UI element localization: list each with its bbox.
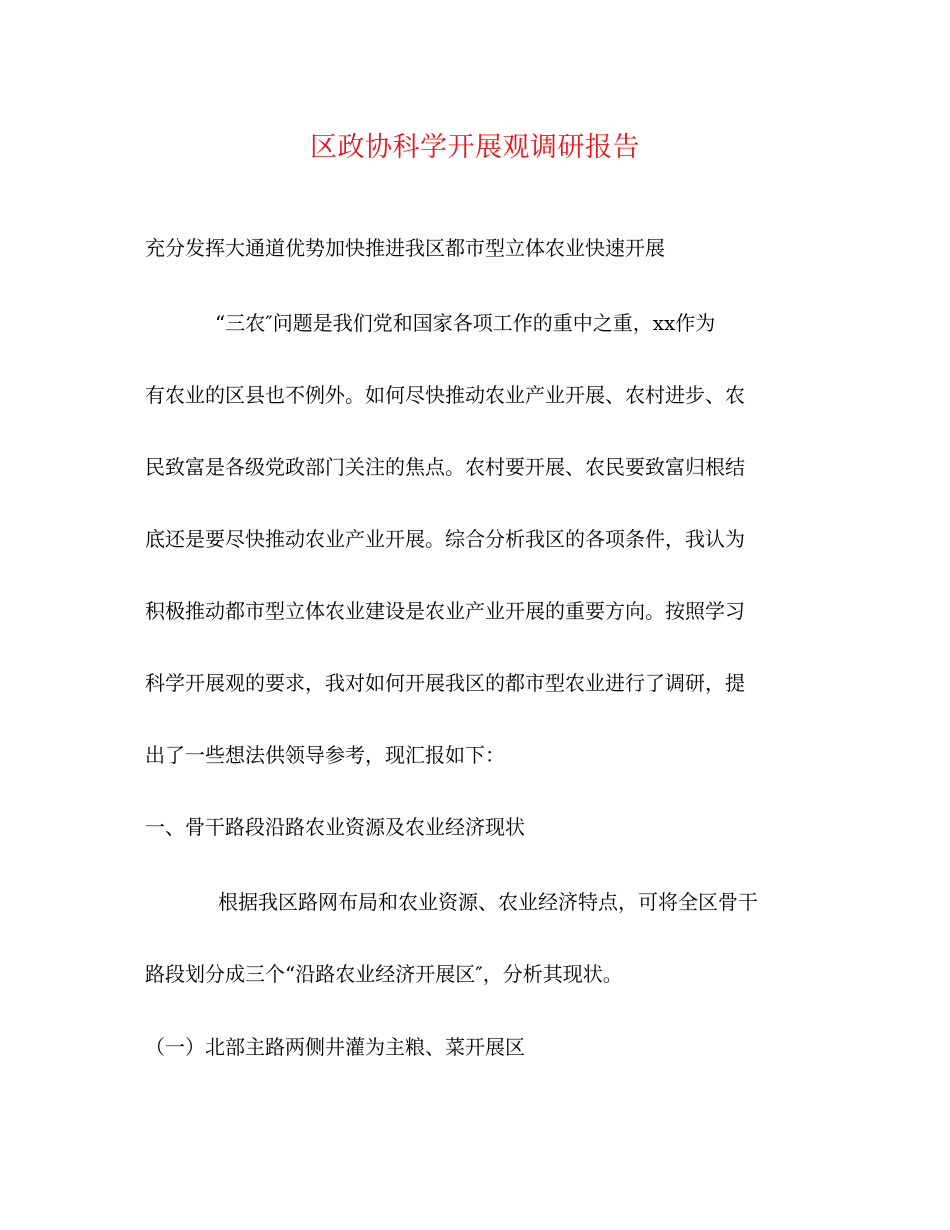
paragraph-line: 根据我区路网布局和农业资源、农业经济特点，可将全区骨干	[218, 890, 758, 914]
paragraph-line: 底还是要尽快推动农业产业开展。综合分析我区的各项条件，我认为	[145, 527, 745, 551]
paragraph-line: 科学开展观的要求，我对如何开展我区的都市型农业进行了调研，提	[145, 671, 745, 695]
section-heading: 一、骨干路段沿路农业资源及农业经济现状	[145, 815, 525, 839]
paragraph-line: 有农业的区县也不例外。如何尽快推动农业产业开展、农村进步、农	[145, 383, 745, 407]
paragraph-line: 路段划分成三个“沿路农业经济开展区″，分析其现状。	[145, 962, 623, 986]
paragraph-line: 民致富是各级党政部门关注的焦点。农村要开展、农民要致富归根结	[145, 455, 745, 479]
document-title: 区政协科学开展观调研报告	[310, 132, 640, 163]
subsection-heading: （一）北部主路两侧井灌为主粮、菜开展区	[145, 1035, 525, 1059]
paragraph-line: 出了一些想法供领导参考，现汇报如下：	[145, 743, 505, 767]
subtitle-line: 充分发挥大通道优势加快推进我区都市型立体农业快速开展	[145, 236, 665, 260]
paragraph-line: “三农″问题是我们党和国家各项工作的重中之重，xx作为	[215, 311, 716, 335]
paragraph-line: 积极推动都市型立体农业建设是农业产业开展的重要方向。按照学习	[145, 599, 745, 623]
